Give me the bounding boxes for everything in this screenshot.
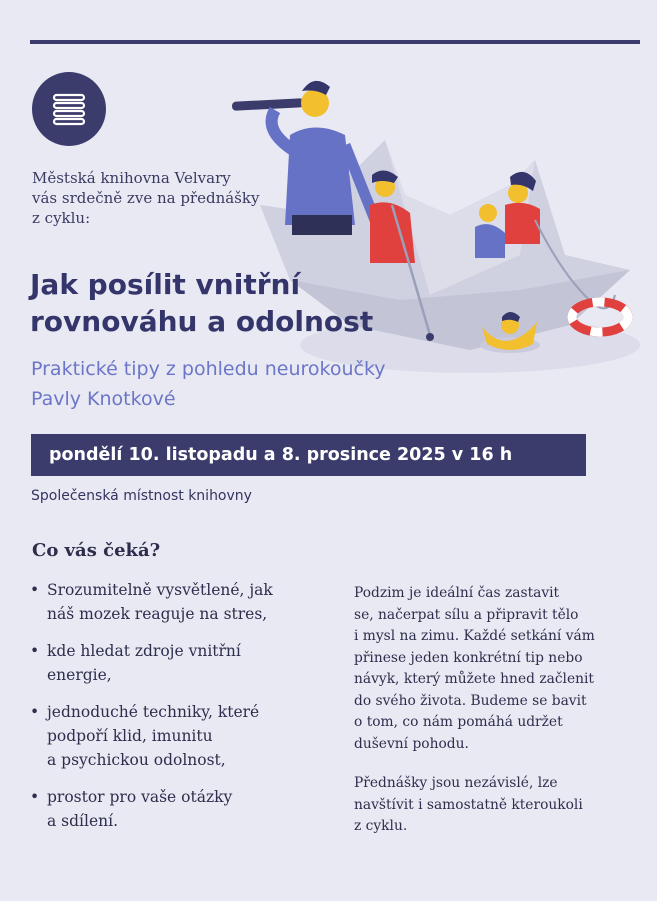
bullet-list — [30, 578, 320, 846]
paragraph-note: Přednášky jsou nezávislé, lze navštívit i samostatně kteroukoli z cyklu. — [354, 775, 583, 834]
top-rule — [30, 40, 640, 44]
list-item: • jednoduché techniky, které podpoří klid, imunitu a psychickou odolnost, — [30, 700, 320, 772]
page-title: Jak posílit vnitřní rovnováhu a odolnost — [30, 268, 374, 338]
date-bar: pondělí 10. listopadu a 8. prosince 2025 v 16 h — [31, 434, 586, 476]
list-item: • kde hledat zdroje vnitřní energie, — [30, 639, 320, 687]
section-heading: Co vás čeká? — [32, 540, 161, 561]
book-stack-icon — [32, 72, 106, 146]
list-item: • prostor pro vaše otázky a sdílení. — [30, 785, 320, 833]
subtitle: Praktické tipy z pohledu neurokoučky Pavly Knotkové — [31, 358, 386, 410]
venue: Společenská místnost knihovny — [31, 488, 252, 504]
list-item: • Srozumitelně vysvětlené, jak náš mozek reaguje na stres, — [30, 578, 320, 626]
intro-text: Městská knihovna Velvary vás srdečně zve na přednášky z cyklu: — [32, 169, 260, 227]
paragraph-intro: Podzim je ideální čas zastavit se, načerpat sílu a připravit tělo i mysl na zimu. Každé setkání vám přinese jeden konkrétní tip nebo návyk, který můžete hned začlenit do svého života. Budeme se bavit o tom, co nám pomáhá udržet duševní pohodu. — [354, 585, 595, 752]
